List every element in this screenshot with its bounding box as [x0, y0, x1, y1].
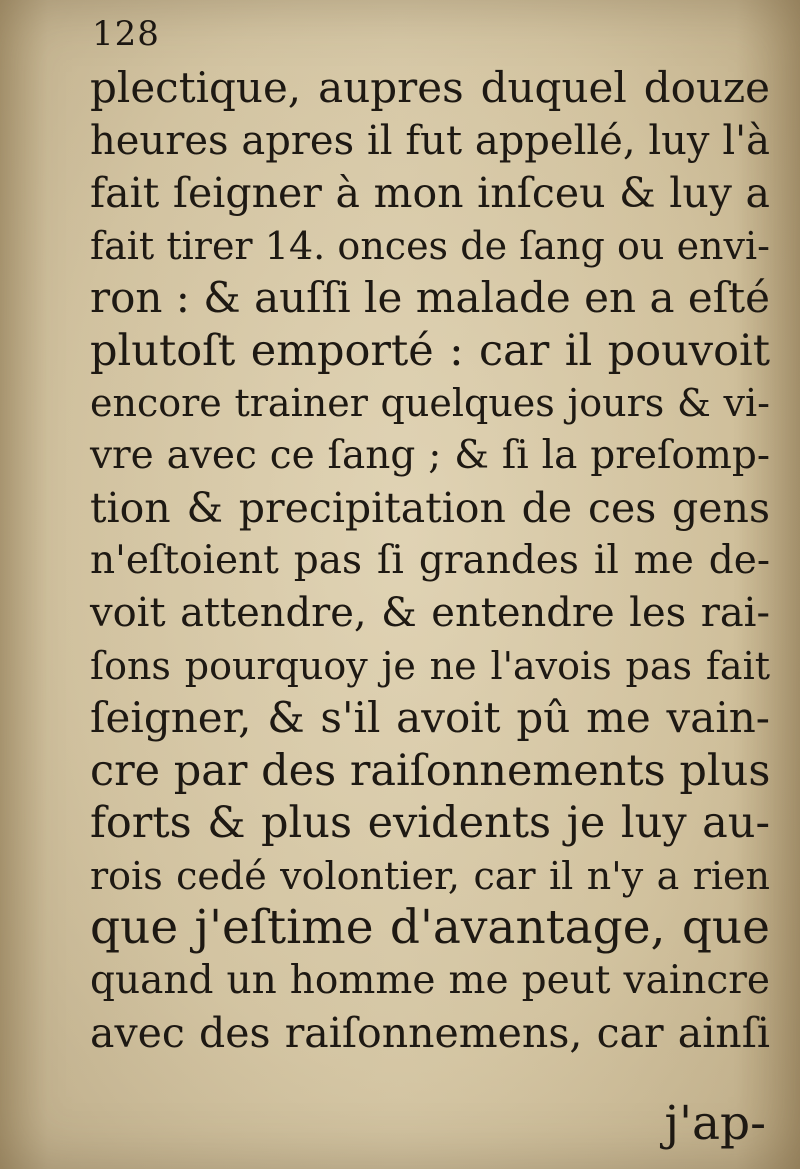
text-line: forts & plus evidents je luy au-: [90, 798, 770, 848]
text-line: plutoſt emporté : car il pouvoit: [90, 325, 770, 376]
text-line: quand un homme me peut vaincre: [90, 957, 770, 1003]
text-line: voit attendre, & entendre les rai-: [90, 590, 770, 636]
text-line: fait tirer 14. onces de ſang ou envi-: [90, 223, 770, 268]
page-number: 128: [92, 14, 160, 54]
text-line: plectique, aupres duquel douze: [90, 63, 770, 112]
text-line: ſeigner, & s'il avoit pû me vain-: [90, 693, 770, 742]
text-line: ſons pourquoy je ne l'avois pas fait: [90, 643, 770, 688]
text-line: rois cedé volontier, car il n'y a rien: [90, 853, 770, 898]
text-line: fait ſeigner à mon inſceu & luy a: [90, 169, 770, 217]
text-line: que j'eſtime d'avantage, que: [90, 900, 770, 955]
text-line: n'eſtoient pas ſi grandes il me de-: [90, 537, 770, 583]
text-line: vre avec ce ſang ; & ſi la preſomp-: [90, 432, 770, 478]
text-line: avec des raiſonnemens, car ainſi: [90, 1009, 770, 1057]
text-line: cre par des raiſonnements plus: [90, 745, 771, 796]
text-line: tion & precipitation de ces gens: [90, 484, 770, 532]
text-line: encore trainer quelques jours & vi-: [90, 381, 770, 425]
text-line: heures apres il fut appellé, luy l'à: [90, 117, 770, 164]
text-line: ron : & auſſi le malade en a eſté: [90, 273, 770, 322]
body-text: [90, 62, 770, 1060]
catchword: j'ap-: [664, 1096, 766, 1151]
